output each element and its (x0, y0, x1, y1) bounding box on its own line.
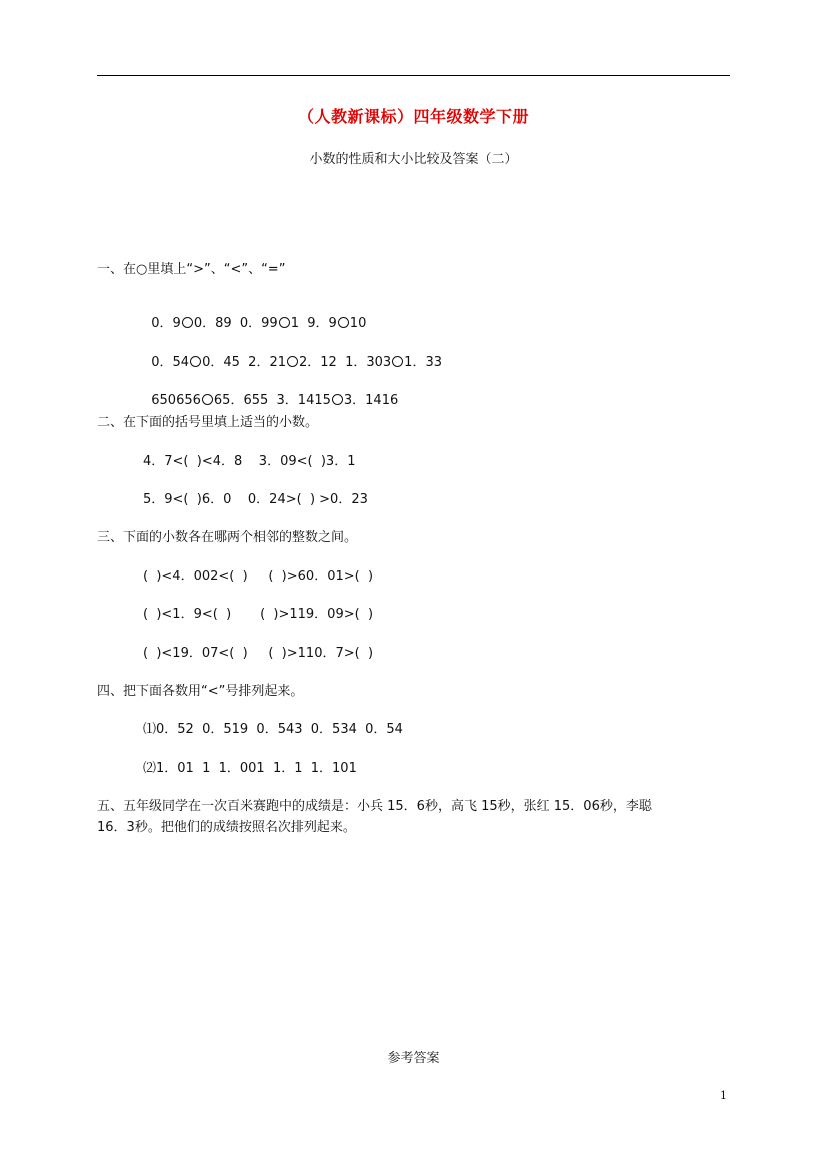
q1-r3-b: 65．655 3．1415 (213, 393, 331, 408)
q1-heading: 一、在○里填上“>”、“<”、“=” (97, 262, 286, 277)
q4-line-2: ⑵1．01 1 1．001 1．1 1．101 (143, 761, 357, 776)
q4-heading: 四、把下面各数用“<”号排列起来。 (97, 684, 304, 699)
answer-circle-icon[interactable] (392, 356, 403, 367)
q1-r2-c: 2．12 1．303 (299, 355, 392, 370)
q1-r1-b: 0．89 0．99 (193, 316, 278, 331)
answer-circle-icon[interactable] (338, 317, 349, 328)
page-subtitle: 小数的性质和大小比较及答案（二） (309, 152, 518, 167)
q4-line-1: ⑴0．52 0．519 0．543 0．534 0．54 (143, 722, 403, 737)
answer-circle-icon[interactable] (332, 394, 343, 405)
page-title: （人教新课标）四年级数学下册 (297, 107, 529, 126)
answer-circle-icon[interactable] (182, 317, 193, 328)
answer-circle-icon[interactable] (190, 356, 201, 367)
q1-r1-d: 10 (349, 316, 367, 331)
answer-circle-icon[interactable] (287, 356, 298, 367)
q3-line-2: ( )<1．9<( ) ( )>119．09>( ) (143, 607, 374, 622)
q1-r3-c: 3．1416 (343, 393, 399, 408)
q3-heading: 三、下面的小数各在哪两个相邻的整数之间。 (97, 530, 358, 545)
q2-line-2: 5．9<( )6．0 0．24>( ) >0．23 (143, 492, 368, 507)
answer-circle-icon[interactable] (202, 394, 213, 405)
q1-row-3 (143, 377, 398, 409)
q2-heading: 二、在下面的括号里填上适当的小数。 (97, 415, 319, 430)
q1-r3-a: 650656 (151, 393, 201, 408)
q3-line-1: ( )<4．002<( ) ( )>60．01>( ) (143, 569, 374, 584)
q3-line-3: ( )<19．07<( ) ( )>110．7>( ) (143, 646, 374, 661)
q1-r2-d: 1．33 (404, 355, 442, 370)
q2-line-1: 4．7<( )<4．8 3．09<( )3．1 (143, 454, 356, 469)
q5-line-2: 16．3秒。把他们的成绩按照名次排列起来。 (97, 820, 356, 835)
q1-row-1 (143, 300, 366, 332)
q1-r2-b: 0．45 2．21 (202, 355, 286, 370)
page-number: 1 (720, 1089, 727, 1102)
q5-line-1: 五、五年级同学在一次百米赛跑中的成绩是：小兵 15．6秒，高飞 15秒，张红 15．06秒，李聪 (97, 799, 652, 814)
header-rule (97, 75, 730, 76)
q1-row-2 (143, 339, 442, 371)
q1-r1-c: 1 9．9 (290, 316, 337, 331)
q1-r2-a: 0．54 (151, 355, 190, 370)
answers-title: 参考答案 (387, 1051, 440, 1066)
answer-circle-icon[interactable] (279, 317, 290, 328)
q1-r1-a: 0．9 (151, 316, 181, 331)
